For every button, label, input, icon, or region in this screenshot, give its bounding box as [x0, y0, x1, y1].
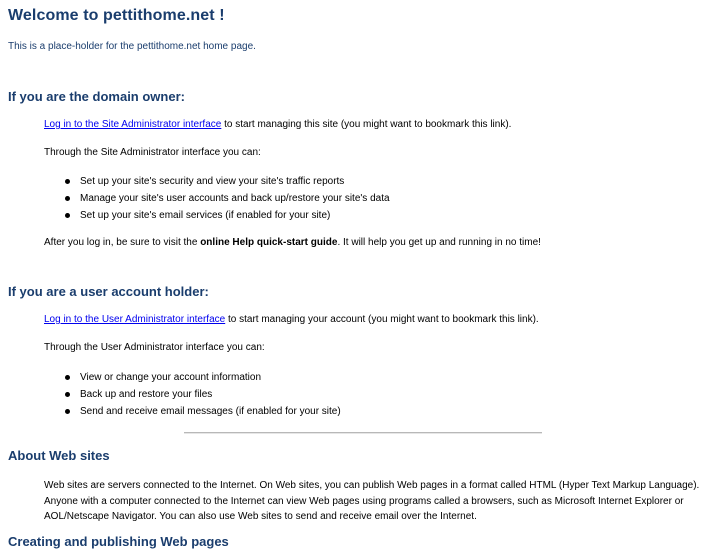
list-item: Set up your site's email services (if enabled for your site): [44, 207, 390, 224]
user-admin-login-suffix: to start managing your account (you might want to bookmark this link).: [225, 314, 539, 325]
horizontal-divider: [184, 432, 542, 434]
bullet-icon: [65, 409, 70, 414]
user-admin-capabilities-list: [44, 369, 341, 420]
list-item: Set up your site's security and view your site's traffic reports: [44, 173, 390, 190]
site-admin-login-suffix: to start managing this site (you might want to bookmark this link).: [221, 119, 512, 130]
bullet-icon: [65, 375, 70, 380]
creating-heading: Creating and publishing Web pages: [8, 534, 229, 549]
site-admin-login-line: [44, 119, 511, 130]
page-title: Welcome to pettithome.net !: [8, 7, 225, 24]
bullet-icon: [65, 392, 70, 397]
site-admin-capabilities-list: [44, 173, 390, 224]
user-admin-login-line: [44, 314, 539, 325]
user-admin-login-link[interactable]: Log in to the User Administrator interface: [44, 314, 226, 325]
site-admin-through-text: Through the Site Administrator interface you can:: [44, 147, 261, 158]
site-admin-login-link[interactable]: Log in to the Site Administrator interface: [44, 119, 222, 130]
list-item: Back up and restore your files: [44, 386, 341, 403]
user-holder-heading: If you are a user account holder:: [8, 284, 209, 299]
about-paragraph: Web sites are servers connected to the Internet. On Web sites, you can publish Web pages in a format called HTML (Hyper Text Markup Language). Anyone with a computer connected to the Internet can view Web pages using programs called a browsers, such as Microsoft Internet Explorer or AOL/Netscape Navigator. You can also use Web sites to send and receive email over the Internet.: [44, 480, 700, 522]
bullet-icon: [65, 179, 70, 184]
bullet-icon: [65, 213, 70, 218]
intro-text: This is a place-holder for the pettithome.net home page.: [8, 41, 256, 52]
list-item: View or change your account information: [44, 369, 341, 386]
user-admin-through-text: Through the User Administrator interface you can:: [44, 342, 265, 353]
about-heading: About Web sites: [8, 448, 110, 463]
domain-owner-heading: If you are the domain owner:: [8, 89, 185, 104]
bullet-icon: [65, 196, 70, 201]
list-item: Manage your site's user accounts and back up/restore your site's data: [44, 190, 390, 207]
list-item: Send and receive email messages (if enabled for your site): [44, 403, 341, 420]
help-guide-text: After you log in, be sure to visit the online Help quick-start guide. It will help you get up and running in no time!: [44, 237, 541, 248]
help-guide-emphasis: online Help quick-start guide: [200, 237, 338, 248]
